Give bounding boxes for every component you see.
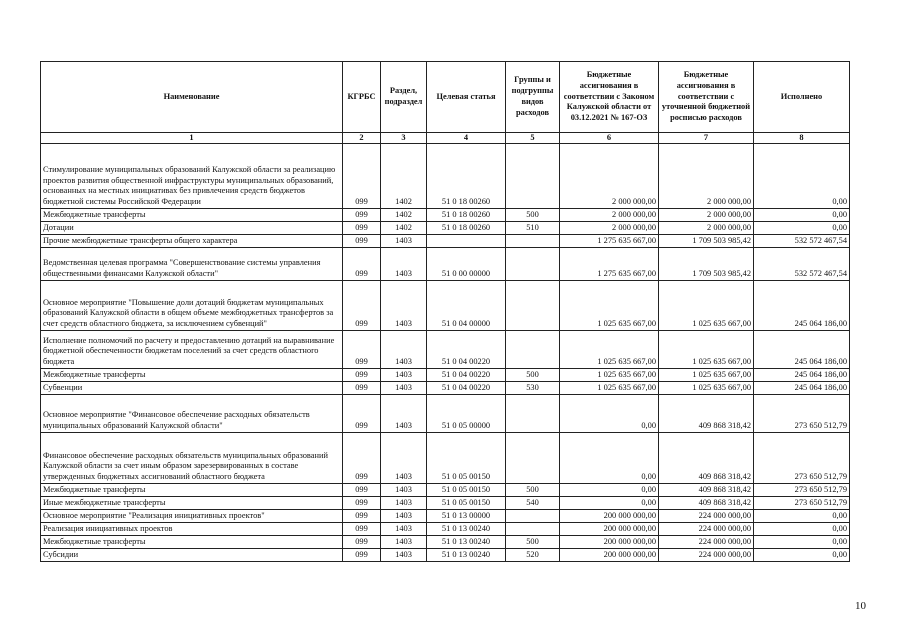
row-expense-group	[506, 248, 560, 281]
row-target-article: 51 0 13 00240	[427, 549, 506, 562]
row-section: 1402	[381, 144, 427, 209]
header-budget-law: Бюджетные ассигнования в соответствии с Законом Калужской области от 03.12.2021 № 167-ОЗ	[560, 62, 659, 133]
row-executed: 0,00	[754, 536, 850, 549]
row-section: 1403	[381, 395, 427, 433]
row-budget-law: 1 025 635 667,00	[560, 382, 659, 395]
row-target-article: 51 0 13 00000	[427, 510, 506, 523]
row-executed: 273 650 512,79	[754, 433, 850, 484]
row-name: Дотации	[41, 222, 343, 235]
row-name: Субвенции	[41, 382, 343, 395]
table-row	[41, 144, 850, 209]
row-budget-law: 0,00	[560, 433, 659, 484]
row-section: 1403	[381, 497, 427, 510]
header-expense-group: Группы и подгруппы видов расходов	[506, 62, 560, 133]
row-kgrbs: 099	[343, 549, 381, 562]
row-budget-law: 2 000 000,00	[560, 222, 659, 235]
row-kgrbs: 099	[343, 248, 381, 281]
column-number: 2	[343, 133, 381, 144]
row-kgrbs: 099	[343, 222, 381, 235]
row-target-article: 51 0 04 00220	[427, 369, 506, 382]
row-name: Межбюджетные трансферты	[41, 209, 343, 222]
row-kgrbs: 099	[343, 497, 381, 510]
row-target-article: 51 0 05 00150	[427, 433, 506, 484]
row-expense-group	[506, 395, 560, 433]
row-target-article: 51 0 05 00150	[427, 484, 506, 497]
row-budget-refined: 2 000 000,00	[659, 209, 754, 222]
row-target-article	[427, 235, 506, 248]
row-kgrbs: 099	[343, 281, 381, 331]
table-row	[41, 395, 850, 433]
row-budget-refined: 409 868 318,42	[659, 497, 754, 510]
row-executed: 532 572 467,54	[754, 248, 850, 281]
row-executed: 273 650 512,79	[754, 395, 850, 433]
row-budget-refined: 409 868 318,42	[659, 433, 754, 484]
row-section: 1403	[381, 235, 427, 248]
row-budget-law: 0,00	[560, 395, 659, 433]
page-number: 10	[855, 600, 866, 612]
row-expense-group: 530	[506, 382, 560, 395]
row-name: Прочие межбюджетные трансферты общего характера	[41, 235, 343, 248]
row-name: Стимулирование муниципальных образований Калужской области за реализацию проектов развития общественной инфраструктуры муниципальных образований, основанных на местных инициативах без привлечения средств бюджетов бюджетной системы Российской Федерации	[41, 144, 343, 209]
budget-table	[40, 61, 850, 562]
column-number: 1	[41, 133, 343, 144]
row-name: Ведомственная целевая программа "Совершенствование системы управления общественными финансами Калужской области"	[41, 248, 343, 281]
table-row	[41, 369, 850, 382]
row-expense-group: 500	[506, 536, 560, 549]
row-name: Исполнение полномочий по расчету и предоставлению дотаций на выравнивание бюджетной обеспеченности бюджетам поселений за счет средств областного бюджета	[41, 331, 343, 369]
row-name: Межбюджетные трансферты	[41, 369, 343, 382]
row-budget-law: 1 025 635 667,00	[560, 331, 659, 369]
column-number: 3	[381, 133, 427, 144]
row-section: 1403	[381, 433, 427, 484]
row-kgrbs: 099	[343, 395, 381, 433]
table-row	[41, 281, 850, 331]
row-name: Финансовое обеспечение расходных обязательств муниципальных образований Калужской области за счет иным образом зарезервированных в составе утвержденных бюджетных ассигнований областного бюджета	[41, 433, 343, 484]
row-budget-refined: 1 025 635 667,00	[659, 382, 754, 395]
row-budget-refined: 1 025 635 667,00	[659, 281, 754, 331]
row-budget-law: 0,00	[560, 497, 659, 510]
row-executed: 0,00	[754, 222, 850, 235]
row-executed: 245 064 186,00	[754, 369, 850, 382]
row-executed: 0,00	[754, 549, 850, 562]
row-kgrbs: 099	[343, 382, 381, 395]
row-budget-refined: 2 000 000,00	[659, 222, 754, 235]
row-expense-group	[506, 144, 560, 209]
row-kgrbs: 099	[343, 536, 381, 549]
row-budget-refined: 1 709 503 985,42	[659, 235, 754, 248]
row-budget-law: 200 000 000,00	[560, 523, 659, 536]
row-name: Межбюджетные трансферты	[41, 536, 343, 549]
row-section: 1403	[381, 369, 427, 382]
table-row	[41, 248, 850, 281]
row-target-article: 51 0 04 00220	[427, 382, 506, 395]
header-executed: Исполнено	[754, 62, 850, 133]
table-row	[41, 549, 850, 562]
row-kgrbs: 099	[343, 369, 381, 382]
row-section: 1403	[381, 331, 427, 369]
row-name: Основное мероприятие "Повышение доли дотаций бюджетам муниципальных образований Калужской области в общем объеме межбюджетных трансфертов за счет средств областного бюджета, за исключением субвенций"	[41, 281, 343, 331]
row-section: 1403	[381, 281, 427, 331]
row-expense-group: 540	[506, 497, 560, 510]
column-number: 7	[659, 133, 754, 144]
row-budget-refined: 224 000 000,00	[659, 523, 754, 536]
row-section: 1403	[381, 484, 427, 497]
row-kgrbs: 099	[343, 510, 381, 523]
row-budget-refined: 1 709 503 985,42	[659, 248, 754, 281]
column-number: 4	[427, 133, 506, 144]
row-budget-law: 1 025 635 667,00	[560, 281, 659, 331]
column-number: 8	[754, 133, 850, 144]
row-budget-law: 2 000 000,00	[560, 209, 659, 222]
table-row	[41, 497, 850, 510]
row-section: 1402	[381, 209, 427, 222]
column-number: 5	[506, 133, 560, 144]
column-number: 6	[560, 133, 659, 144]
row-kgrbs: 099	[343, 209, 381, 222]
row-expense-group: 500	[506, 209, 560, 222]
table-row	[41, 382, 850, 395]
row-expense-group: 500	[506, 369, 560, 382]
row-target-article: 51 0 05 00150	[427, 497, 506, 510]
table-row	[41, 510, 850, 523]
row-executed: 245 064 186,00	[754, 331, 850, 369]
row-section: 1403	[381, 536, 427, 549]
row-kgrbs: 099	[343, 433, 381, 484]
row-budget-refined: 224 000 000,00	[659, 549, 754, 562]
row-expense-group	[506, 235, 560, 248]
row-name: Основное мероприятие "Реализация инициативных проектов"	[41, 510, 343, 523]
row-executed: 245 064 186,00	[754, 281, 850, 331]
row-name: Основное мероприятие "Финансовое обеспечение расходных обязательств муниципальных образований Калужской области"	[41, 395, 343, 433]
row-executed: 0,00	[754, 510, 850, 523]
row-target-article: 51 0 13 00240	[427, 536, 506, 549]
table-row	[41, 433, 850, 484]
row-expense-group: 500	[506, 484, 560, 497]
row-budget-law: 1 275 635 667,00	[560, 235, 659, 248]
row-target-article: 51 0 04 00000	[427, 281, 506, 331]
row-section: 1403	[381, 510, 427, 523]
row-name: Иные межбюджетные трансферты	[41, 497, 343, 510]
row-budget-law: 0,00	[560, 484, 659, 497]
row-executed: 0,00	[754, 209, 850, 222]
row-budget-law: 1 275 635 667,00	[560, 248, 659, 281]
row-expense-group: 510	[506, 222, 560, 235]
row-name: Межбюджетные трансферты	[41, 484, 343, 497]
row-budget-refined: 409 868 318,42	[659, 395, 754, 433]
row-section: 1402	[381, 222, 427, 235]
row-target-article: 51 0 18 00260	[427, 209, 506, 222]
table-row	[41, 331, 850, 369]
row-name: Реализация инициативных проектов	[41, 523, 343, 536]
row-budget-refined: 1 025 635 667,00	[659, 369, 754, 382]
row-budget-refined: 224 000 000,00	[659, 536, 754, 549]
row-target-article: 51 0 05 00000	[427, 395, 506, 433]
row-expense-group	[506, 510, 560, 523]
row-target-article: 51 0 00 00000	[427, 248, 506, 281]
row-expense-group	[506, 523, 560, 536]
table-body	[41, 144, 850, 562]
row-budget-law: 1 025 635 667,00	[560, 369, 659, 382]
row-budget-law: 200 000 000,00	[560, 510, 659, 523]
header-budget-refined: Бюджетные ассигнования в соответствии с уточненной бюджетной росписью расходов	[659, 62, 754, 133]
row-executed: 0,00	[754, 144, 850, 209]
row-kgrbs: 099	[343, 484, 381, 497]
row-budget-refined: 224 000 000,00	[659, 510, 754, 523]
row-budget-refined: 409 868 318,42	[659, 484, 754, 497]
header-name: Наименование	[41, 62, 343, 133]
row-kgrbs: 099	[343, 144, 381, 209]
row-expense-group	[506, 433, 560, 484]
row-kgrbs: 099	[343, 235, 381, 248]
row-executed: 273 650 512,79	[754, 484, 850, 497]
header-kgrbs: КГРБС	[343, 62, 381, 133]
row-expense-group	[506, 281, 560, 331]
row-budget-refined: 1 025 635 667,00	[659, 331, 754, 369]
row-section: 1403	[381, 382, 427, 395]
header-target-article: Целевая статья	[427, 62, 506, 133]
table-row	[41, 484, 850, 497]
table-row	[41, 523, 850, 536]
table-row	[41, 209, 850, 222]
row-name: Субсидии	[41, 549, 343, 562]
table-row	[41, 536, 850, 549]
row-kgrbs: 099	[343, 523, 381, 536]
row-executed: 532 572 467,54	[754, 235, 850, 248]
row-executed: 0,00	[754, 523, 850, 536]
row-budget-law: 2 000 000,00	[560, 144, 659, 209]
row-target-article: 51 0 18 00260	[427, 222, 506, 235]
row-budget-law: 200 000 000,00	[560, 536, 659, 549]
row-kgrbs: 099	[343, 331, 381, 369]
row-budget-refined: 2 000 000,00	[659, 144, 754, 209]
row-section: 1403	[381, 523, 427, 536]
row-executed: 245 064 186,00	[754, 382, 850, 395]
row-budget-law: 200 000 000,00	[560, 549, 659, 562]
row-section: 1403	[381, 549, 427, 562]
header-section: Раздел, подраздел	[381, 62, 427, 133]
row-executed: 273 650 512,79	[754, 497, 850, 510]
row-expense-group: 520	[506, 549, 560, 562]
table-row	[41, 235, 850, 248]
row-section: 1403	[381, 248, 427, 281]
row-expense-group	[506, 331, 560, 369]
row-target-article: 51 0 04 00220	[427, 331, 506, 369]
row-target-article: 51 0 18 00260	[427, 144, 506, 209]
row-target-article: 51 0 13 00240	[427, 523, 506, 536]
table-row	[41, 222, 850, 235]
